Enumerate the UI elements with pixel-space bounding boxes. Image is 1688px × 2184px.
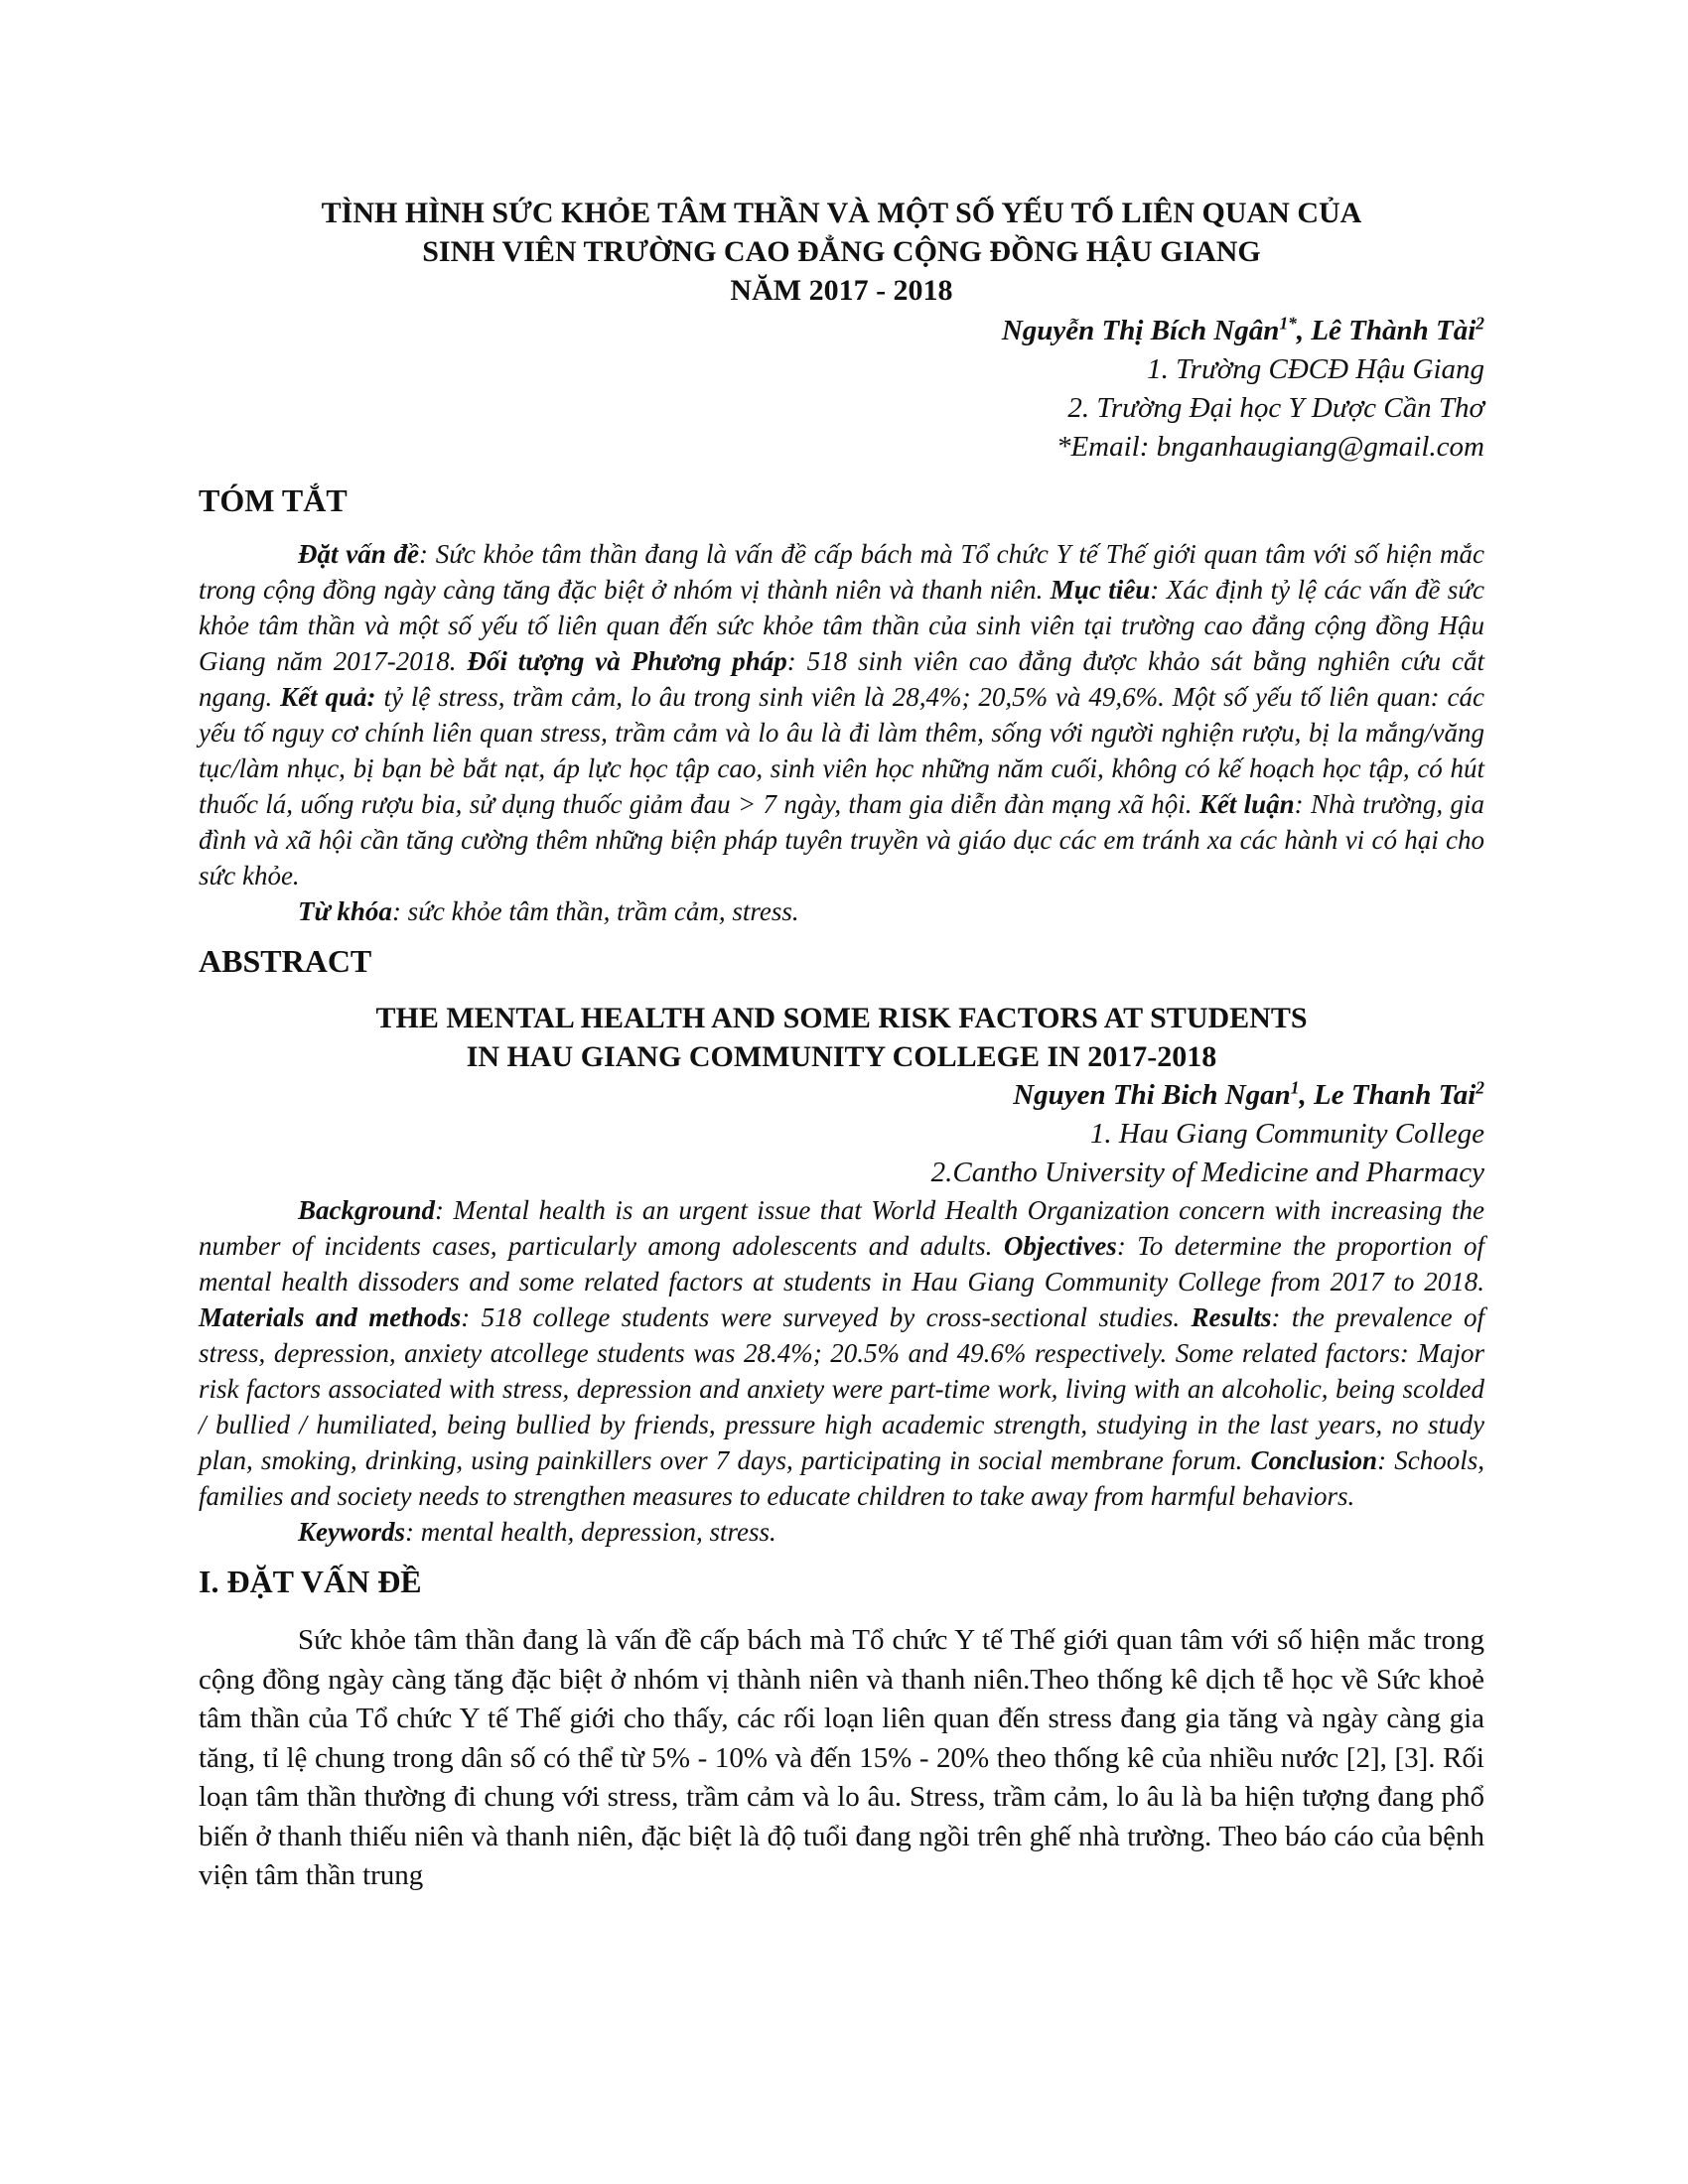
en-conclusion-text: : Schools, families and society needs to strengthen measures to educate children to take away from harmful behaviors. (199, 1445, 1484, 1511)
vi-title-line-1: TÌNH HÌNH SỨC KHỎE TÂM THẦN VÀ MỘT SỐ YẾU TỐ LIÊN QUAN CỦA (321, 197, 1362, 229)
vi-title-line-3: NĂM 2017 - 2018 (730, 274, 953, 307)
en-abstract-paragraph (199, 1192, 1484, 1514)
vi-summary-heading: TÓM TẮT (199, 482, 348, 518)
vi-results-text: tỷ lệ stress, trầm cảm, lo âu trong sinh viên là 28,4%; 20,5% và 49,6%. Một số yếu tố liên quan: các yếu tố nguy cơ chính liên quan stress, trầm cảm và lo âu là đi làm thêm, sống với người nghiện rượu, bị la mắng/văng tục/làm nhục, bị bạn bè bắt nạt, áp lực học tập cao, sinh viên học những năm cuối, không có kế hoạch học tập, có hút thuốc lá, uống rượu bia, sử dụng thuốc giảm đau > 7 ngày, tham gia diễn đàn mạng xã hội. (199, 682, 1485, 819)
vi-affiliation-2: 2. Trường Đại học Y Dược Cần Thơ (1067, 392, 1484, 424)
vi-authors-block (199, 312, 1484, 467)
vi-author-1-sup: 1* (1279, 313, 1297, 334)
vi-conclusion-text: : Nhà trường, gia đình và xã hội cần tăng cường thêm những biện pháp tuyên truyền và giáo dục các em tránh xa các hành vi có hại cho sức khỏe. (199, 789, 1484, 890)
en-author-1: Nguyen Thi Bich Ngan (1013, 1079, 1291, 1111)
en-title (199, 999, 1484, 1076)
vi-affiliation-1: 1. Trường CĐCĐ Hậu Giang (1147, 353, 1484, 385)
en-affiliation-1: 1. Hau Giang Community College (1089, 1118, 1484, 1150)
vi-author-names (199, 312, 1484, 350)
en-objectives-text: : To determine the proportion of mental health dissoders and some related factors at students in Hau Giang Community College from 2017 to 2018. (199, 1231, 1484, 1297)
en-title-line-1: THE MENTAL HEALTH AND SOME RISK FACTORS AT STUDENTS (375, 1002, 1308, 1034)
vi-author-sep: , (1296, 315, 1312, 346)
en-author-2-sup: 2 (1476, 1077, 1484, 1098)
vi-title-line-2: SINH VIÊN TRƯỜNG CAO ĐẲNG CỘNG ĐỒNG HẬU GIANG (422, 235, 1261, 268)
en-results-label: Results (1191, 1302, 1272, 1332)
en-author-1-sup: 1 (1290, 1077, 1300, 1098)
vi-keywords-text: : sức khỏe tâm thần, trầm cảm, stress. (391, 896, 799, 926)
vi-methods-text: : 518 sinh viên cao đẳng được khảo sát bằng nghiên cứu cắt ngang. (199, 646, 1484, 712)
vi-abstract-paragraph (199, 536, 1484, 893)
en-background-text: : Mental health is an urgent issue that World Health Organization concern with increasing the number of incidents cases, particularly among adolescents and adults. (199, 1195, 1484, 1261)
vi-email: *Email: bnganhaugiang@gmail.com (1055, 431, 1484, 463)
en-conclusion-label: Conclusion (1250, 1445, 1378, 1475)
en-methods-text: : 518 college students were surveyed by cross-sectional studies. (461, 1302, 1192, 1332)
en-results-text: : the prevalence of stress, depression, anxiety atcollege students was 28.4%; 20.5% and 49.6% respectively. Some related factors: Major risk factors associated with stress, depression and anxiety were part-time work, living with an alcoholic, being scolded / bullied / humiliated, being bullied by friends, pressure high academic strength, studying in the last years, no study plan, smoking, drinking, using painkillers over 7 days, participating in social membrane forum. (199, 1302, 1485, 1475)
en-authors-block (199, 1076, 1484, 1192)
vi-author-2: Lê Thành Tài (1311, 315, 1477, 346)
vi-background-text: : Sức khỏe tâm thần đang là vấn đề cấp bách mà Tổ chức Y tế Thế giới quan tâm với số hiện mắc trong cộng đồng ngày càng tăng đặc biệt ở nhóm vị thành niên và thanh niên. (199, 539, 1485, 605)
en-title-line-2: IN HAU GIANG COMMUNITY COLLEGE IN 2017-2018 (466, 1040, 1217, 1073)
en-keywords-label: Keywords (298, 1517, 405, 1547)
vi-title (199, 194, 1484, 310)
en-keywords-text: : mental health, depression, stress. (405, 1517, 776, 1547)
vi-results-label: Kết quả: (280, 682, 376, 712)
en-objectives-label: Objectives (1003, 1231, 1117, 1261)
section-1-heading: I. ĐẶT VẤN ĐỀ (199, 1564, 422, 1599)
paper-page (199, 194, 1484, 1896)
en-affiliation-2: 2.Cantho University of Medicine and Pharmacy (930, 1157, 1484, 1188)
en-author-2: Le Thanh Tai (1314, 1079, 1477, 1111)
en-methods-label: Materials and methods (199, 1302, 462, 1332)
en-abstract-heading: ABSTRACT (199, 943, 372, 979)
en-background-label: Background (298, 1195, 436, 1225)
en-keywords (199, 1514, 1484, 1550)
vi-objective-label: Mục tiêu (1050, 575, 1151, 605)
en-author-names (199, 1076, 1484, 1115)
vi-conclusion-label: Kết luận (1198, 789, 1295, 819)
vi-keywords (199, 893, 1484, 929)
vi-author-1: Nguyễn Thị Bích Ngân (1001, 315, 1280, 346)
vi-author-2-sup: 2 (1476, 313, 1484, 334)
vi-methods-label: Đối tượng và Phương pháp (467, 646, 787, 676)
section-1-paragraph: Sức khỏe tâm thần đang là vấn đề cấp bách mà Tổ chức Y tế Thế giới quan tâm với số hiện mắc trong cộng đồng ngày càng tăng đặc biệt ở nhóm vị thành niên và thanh niên.Theo thống kê dịch tễ học về Sức khoẻ tâm thần của Tổ chức Y tế Thế giới cho thấy, các rối loạn liên quan đến stress đang gia tăng và ngày càng gia tăng, tỉ lệ chung trong dân số có thể từ 5% - 10% và đến 15% - 20% theo thống kê của nhiều nước [2], [3]. Rối loạn tâm thần thường đi chung với stress, trầm cảm và lo âu. Stress, trầm cảm, lo âu là ba hiện tượng đang phổ biến ở thanh thiếu niên và thanh niên, đặc biệt là độ tuổi đang ngồi trên ghế nhà trường. Theo báo cáo của bệnh viện tâm thần trung (199, 1624, 1484, 1891)
vi-keywords-label: Từ khóa (298, 896, 392, 926)
vi-objective-text: : Xác định tỷ lệ các vấn đề sức khỏe tâm thần và một số yếu tố liên quan đến sức khỏe tâm thần của sinh viên tại trường cao đẳng cộng đồng Hậu Giang năm 2017-2018. (199, 575, 1484, 676)
vi-background-label: Đặt vấn đề (298, 539, 419, 569)
en-author-sep: , (1299, 1079, 1314, 1111)
